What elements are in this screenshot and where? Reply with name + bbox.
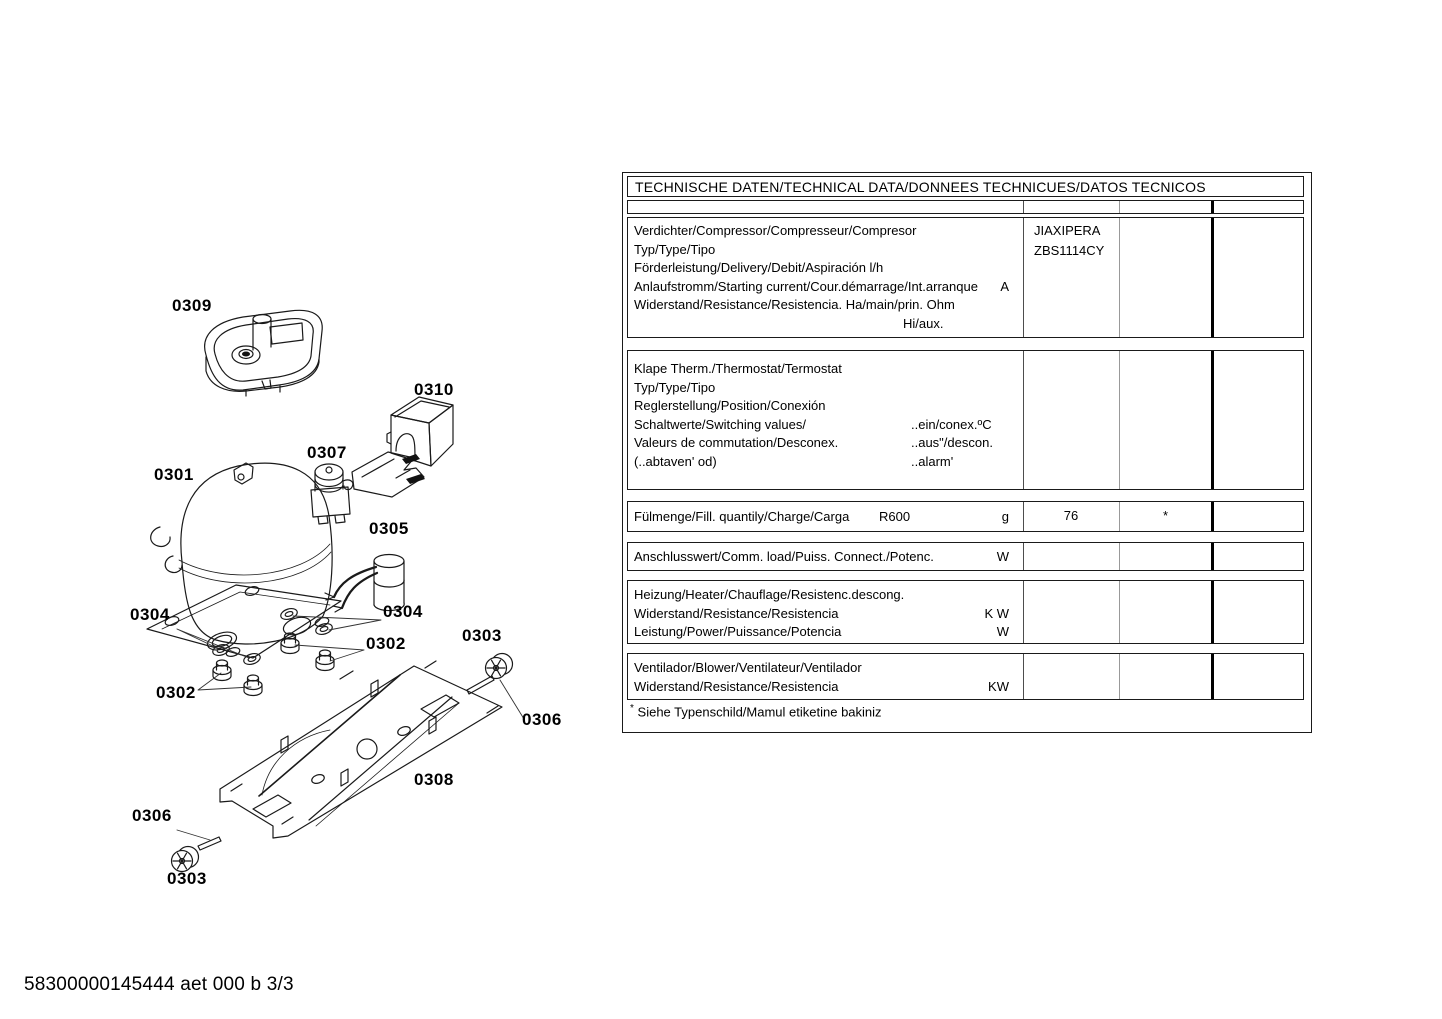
- starter-relay-drawing: [311, 464, 353, 524]
- compressor-line: Verdichter/Compressor/Compresseur/Compresor: [634, 223, 917, 238]
- column-divider: [1119, 218, 1120, 337]
- row-compressor: [627, 217, 1304, 338]
- fill-quantity-line: Fülmenge/Fill. quantily/Charge/Carga R600 g: [634, 508, 1009, 527]
- column-divider-bold: [1211, 502, 1214, 531]
- thermostat-line: Schaltwerte/Switching values/ ..ein/conex.ºC: [634, 416, 1009, 435]
- row-thermostat: [627, 350, 1304, 490]
- column-divider: [1023, 543, 1024, 570]
- table-title: TECHNISCHE DATEN/TECHNICAL DATA/DONNEES TECHNICUES/DATOS TECNICOS: [627, 176, 1304, 197]
- column-divider-bold: [1211, 351, 1214, 489]
- document-number: 58300000145444 aet 000 b 3/3: [24, 974, 294, 995]
- thermostat-line: Valeurs de commutation/Desconex. ..aus"/descon.: [634, 434, 1009, 453]
- switching-value: ..aus"/descon.: [911, 435, 993, 450]
- exploded-parts-diagram: [100, 280, 580, 920]
- heater-line: Widerstand/Resistance/Resistencia K W: [634, 605, 1009, 624]
- column-divider: [1023, 351, 1024, 489]
- connected-load-line: Anschlusswert/Comm. load/Puiss. Connect./Potenc. W: [634, 548, 1009, 567]
- column-divider-bold: [1211, 543, 1214, 570]
- switching-value: ..ein/conex.ºC: [911, 416, 992, 432]
- unit-label: W: [996, 549, 1009, 564]
- part-label-0306-right: 0306: [522, 710, 562, 729]
- unit-label: W: [996, 624, 1009, 639]
- fan-line: Widerstand/Resistance/Resistencia KW: [634, 678, 1009, 697]
- refrigerant-code: R600: [879, 509, 911, 524]
- heater-line: Leistung/Power/Puissance/Potencia W: [634, 623, 1009, 642]
- drip-tray-drawing: [205, 310, 323, 396]
- part-label-0301: 0301: [154, 465, 194, 484]
- row-heater: [627, 580, 1304, 644]
- part-label-0308: 0308: [414, 770, 454, 789]
- relay-cover-drawing: [352, 397, 453, 497]
- technical-data-table: [622, 172, 1312, 733]
- footnote-mark: *: [630, 703, 634, 714]
- table-column-header-row: [627, 200, 1304, 214]
- footnote-text: Siehe Typenschild/Mamul etiketine bakiniz: [637, 704, 882, 720]
- column-divider: [1023, 201, 1024, 213]
- column-divider-bold: [1211, 218, 1214, 337]
- rubber-mount-drawing: [172, 654, 513, 872]
- compressor-type-value: JIAXIPERA ZBS1114CY: [1034, 223, 1105, 258]
- unit-label: A: [1000, 278, 1009, 294]
- unit-label: KW: [988, 678, 1009, 694]
- column-divider-bold: [1211, 581, 1214, 643]
- column-divider: [1023, 581, 1024, 643]
- part-label-0303-lower: 0303: [167, 869, 207, 888]
- switching-value: ..alarm': [911, 453, 954, 469]
- fill-quantity-value: 76: [1063, 508, 1079, 523]
- compressor-line: Anlaufstromm/Starting current/Cour.démarrage/Int.arranque A: [634, 278, 1009, 297]
- unit-label: K W: [984, 605, 1009, 621]
- fill-quantity-note-mark: *: [1162, 508, 1169, 523]
- column-divider: [1023, 654, 1024, 699]
- thermostat-line: Klape Therm./Thermostat/Termostat: [634, 361, 842, 376]
- thermostat-line: Reglerstellung/Position/Conexión: [634, 398, 826, 413]
- leader-lines: [177, 616, 524, 840]
- column-divider: [1119, 581, 1120, 643]
- grommet-drawing: [213, 633, 334, 696]
- column-divider: [1119, 543, 1120, 570]
- column-divider-bold: [1211, 201, 1214, 213]
- part-label-0310: 0310: [414, 380, 454, 399]
- heater-line: Heizung/Heater/Chauflage/Resistenc.descong.: [634, 587, 905, 602]
- part-label-0306-left: 0306: [132, 806, 172, 825]
- part-label-0302-left: 0302: [156, 683, 196, 702]
- part-label-0309: 0309: [172, 296, 212, 315]
- part-label-0307: 0307: [307, 443, 347, 462]
- compressor-line: Förderleistung/Delivery/Debit/Aspiración l/h: [634, 260, 884, 275]
- compressor-line: Widerstand/Resistance/Resistencia. Ha/main/prin. Ohm: [634, 297, 955, 312]
- part-label-0304-right: 0304: [383, 602, 423, 621]
- compressor-line: Typ/Type/Tipo: [634, 241, 716, 257]
- row-connected-load: [627, 542, 1304, 571]
- part-label-0304-left: 0304: [130, 605, 170, 624]
- unit-label: g: [1001, 509, 1009, 524]
- part-label-0303-upper: 0303: [462, 626, 502, 645]
- column-divider-bold: [1211, 654, 1214, 699]
- row-fill-quantity: [627, 501, 1304, 532]
- thermostat-line: (..abtaven' od) ..alarm': [634, 453, 1009, 472]
- part-label-0302-right: 0302: [366, 634, 406, 653]
- column-divider: [1119, 654, 1120, 699]
- column-divider: [1119, 201, 1120, 213]
- column-divider: [1119, 351, 1120, 489]
- compressor-line: Hi/aux.: [903, 315, 944, 331]
- fan-line: Ventilador/Blower/Ventilateur/Ventilador: [634, 660, 862, 675]
- row-fan: [627, 653, 1304, 700]
- part-label-0305: 0305: [369, 519, 409, 538]
- compressor-drawing: [147, 463, 341, 658]
- table-footnote: [630, 703, 882, 719]
- thermostat-line: Typ/Type/Tipo: [634, 379, 716, 395]
